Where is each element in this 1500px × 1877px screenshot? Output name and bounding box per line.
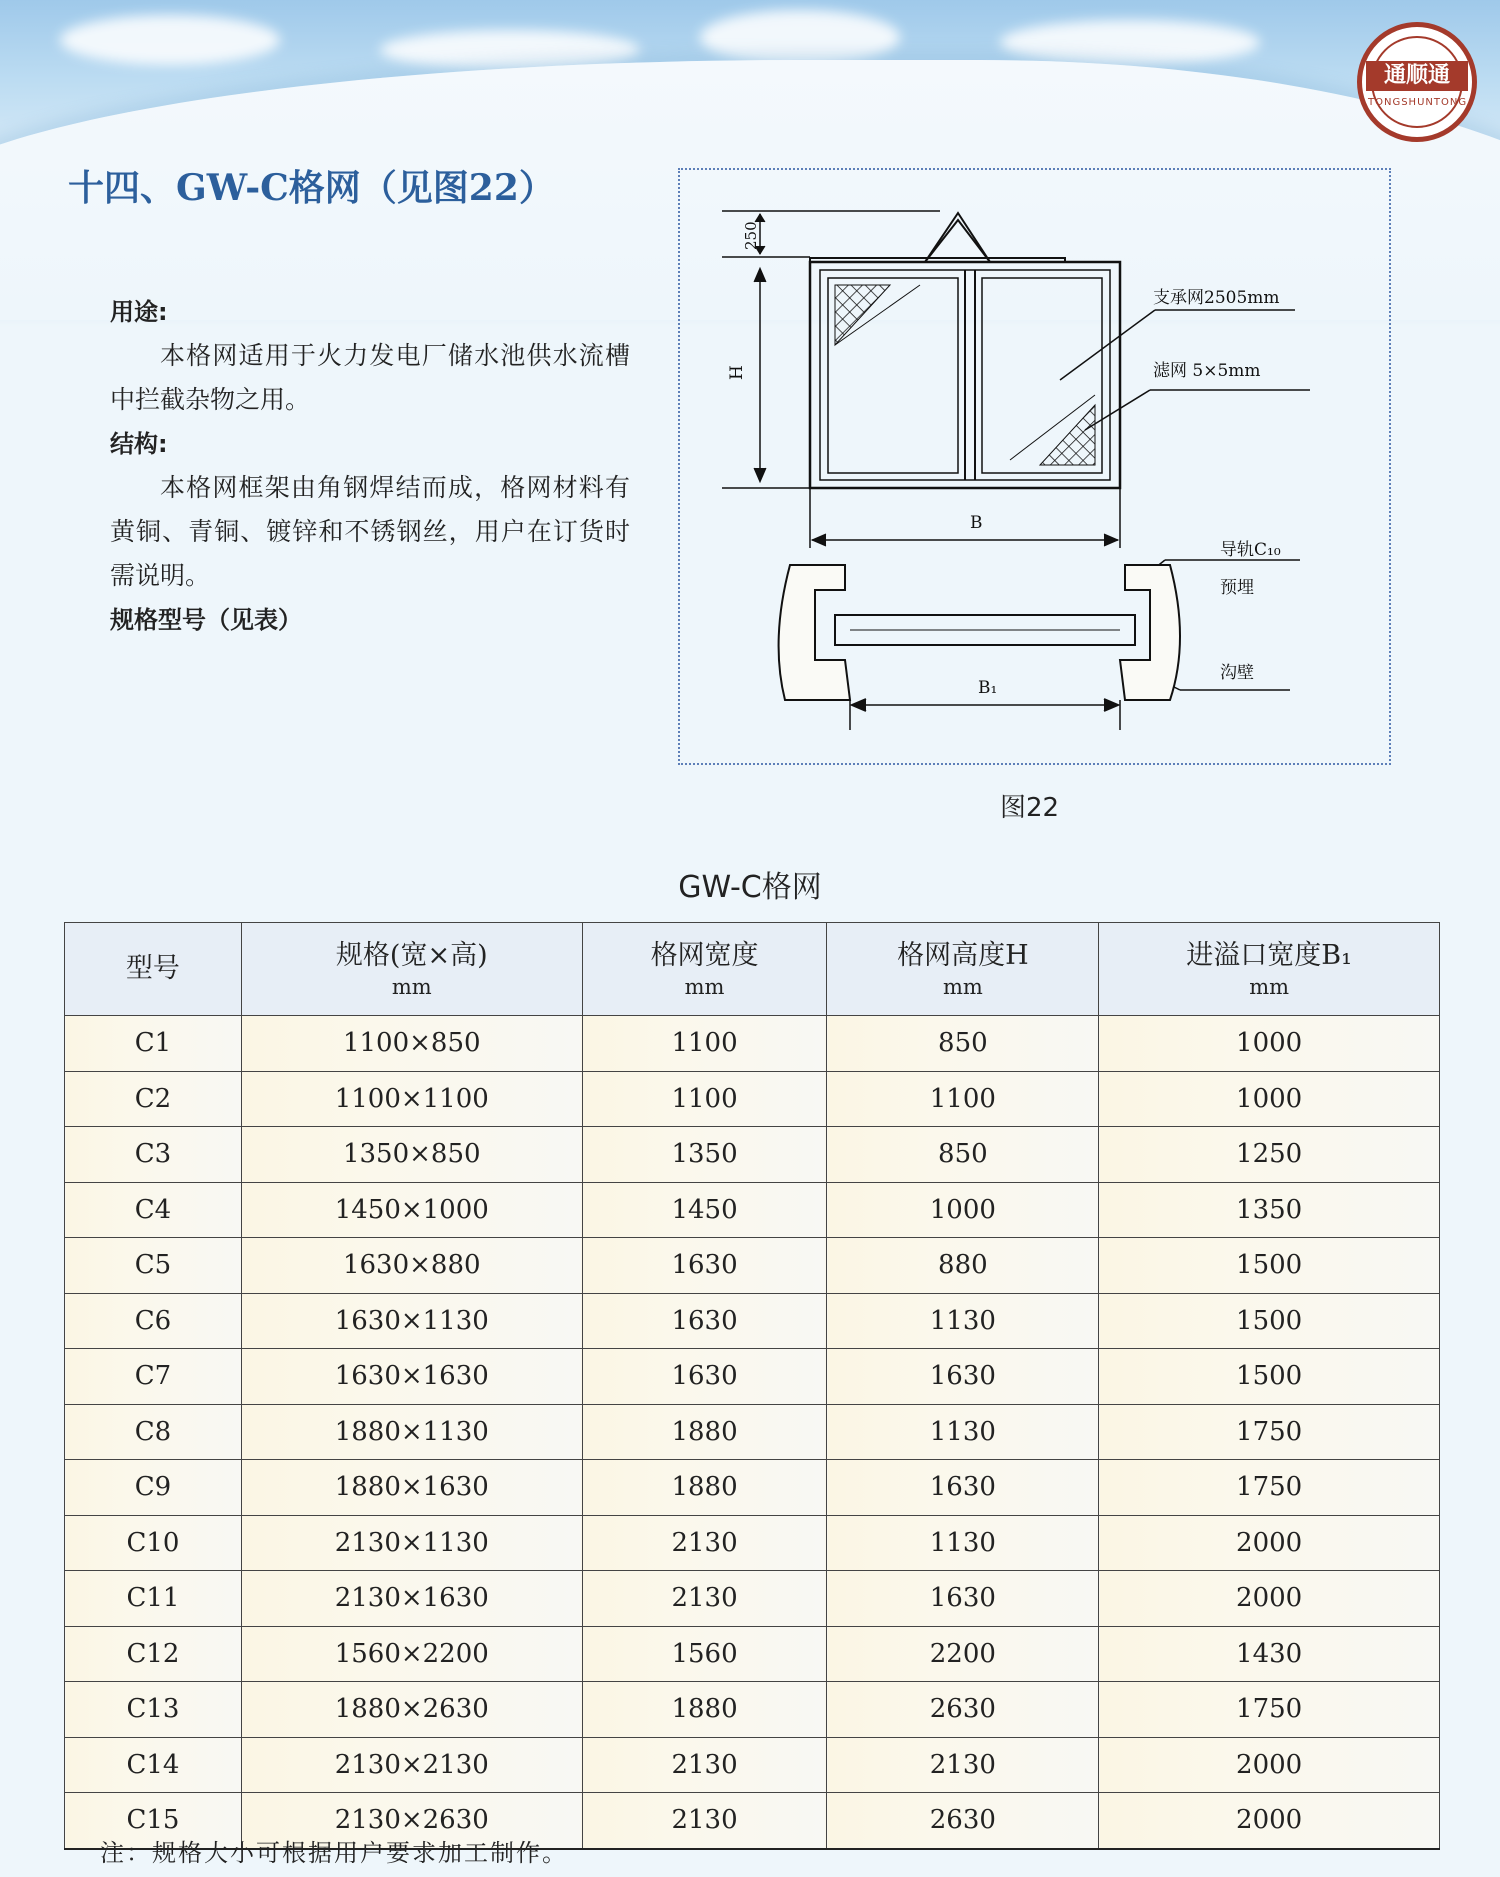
table-cell: 2130 bbox=[582, 1737, 827, 1793]
table-cell: 1100×1100 bbox=[241, 1071, 582, 1127]
table-cell: 1100×850 bbox=[241, 1016, 582, 1072]
table-cell: C8 bbox=[65, 1404, 242, 1460]
table-row bbox=[65, 1515, 1440, 1571]
table-cell: 1880 bbox=[582, 1682, 827, 1738]
table-cell: 1130 bbox=[827, 1515, 1099, 1571]
table-row bbox=[65, 1571, 1440, 1627]
header-spec: 规格(宽×高) mm bbox=[241, 923, 582, 1016]
intro-text bbox=[110, 290, 630, 642]
figure-caption: 图22 bbox=[1000, 793, 1060, 823]
table-cell: 2000 bbox=[1099, 1737, 1440, 1793]
table-cell: 1630 bbox=[827, 1460, 1099, 1516]
table-cell: 2130×1630 bbox=[241, 1571, 582, 1627]
table-cell: 2630 bbox=[827, 1682, 1099, 1738]
plan-view bbox=[779, 565, 1180, 730]
table-row bbox=[65, 1238, 1440, 1294]
table-row bbox=[65, 1293, 1440, 1349]
table-cell: 1750 bbox=[1099, 1460, 1440, 1516]
usage-text: 本格网适用于火力发电厂储水池供水流槽中拦截杂物之用。 bbox=[110, 341, 630, 414]
table-cell: C9 bbox=[65, 1460, 242, 1516]
table-cell: C13 bbox=[65, 1682, 242, 1738]
spec-heading: 规格型号（见表） bbox=[110, 606, 302, 634]
usage-heading: 用途: bbox=[110, 298, 168, 326]
footnote: 注：规格大小可根据用户要求加工制作。 bbox=[100, 1839, 568, 1867]
header-inlet-width: 进溢口宽度B₁ mm bbox=[1099, 923, 1440, 1016]
table-cell: 1430 bbox=[1099, 1626, 1440, 1682]
table-cell: 1450×1000 bbox=[241, 1182, 582, 1238]
table-cell: 1500 bbox=[1099, 1293, 1440, 1349]
structure-text: 本格网框架由角钢焊结而成，格网材料有黄铜、青铜、镀锌和不锈钢丝，用户在订货时需说明。 bbox=[110, 473, 630, 590]
table-cell: 1630 bbox=[827, 1571, 1099, 1627]
table-row bbox=[65, 1349, 1440, 1405]
table-cell: 1630×1630 bbox=[241, 1349, 582, 1405]
table-cell: 2130×1130 bbox=[241, 1515, 582, 1571]
table-row bbox=[65, 1016, 1440, 1072]
label-b1: B₁ bbox=[978, 678, 998, 698]
table-cell: C2 bbox=[65, 1071, 242, 1127]
grid-diagram bbox=[680, 170, 1393, 767]
table-cell: 2130 bbox=[582, 1571, 827, 1627]
label-filter-mesh: 滤网 5×5mm bbox=[1153, 361, 1261, 381]
table-cell: C1 bbox=[65, 1016, 242, 1072]
table-cell: 850 bbox=[827, 1127, 1099, 1183]
dimension-b bbox=[810, 488, 1120, 548]
table-cell: 2130 bbox=[582, 1793, 827, 1849]
table-cell: 1250 bbox=[1099, 1127, 1440, 1183]
table-cell: 1880 bbox=[582, 1404, 827, 1460]
brand-logo bbox=[1357, 22, 1477, 142]
figure-frame bbox=[678, 168, 1391, 765]
table-cell: 1350 bbox=[582, 1127, 827, 1183]
table-cell: C10 bbox=[65, 1515, 242, 1571]
table-cell: 1000 bbox=[827, 1182, 1099, 1238]
table-cell: 1500 bbox=[1099, 1349, 1440, 1405]
table-cell: 1560×2200 bbox=[241, 1626, 582, 1682]
table-row bbox=[65, 1682, 1440, 1738]
table-cell: 1350×850 bbox=[241, 1127, 582, 1183]
table-cell: 2130×2630 bbox=[241, 1793, 582, 1849]
table-cell: C3 bbox=[65, 1127, 242, 1183]
table-cell: 1000 bbox=[1099, 1071, 1440, 1127]
header-width: 格网宽度 mm bbox=[582, 923, 827, 1016]
table-cell: 1750 bbox=[1099, 1682, 1440, 1738]
table-cell: 2000 bbox=[1099, 1793, 1440, 1849]
table-row bbox=[65, 1737, 1440, 1793]
table-cell: 2200 bbox=[827, 1626, 1099, 1682]
header-model: 型号 bbox=[65, 923, 242, 1016]
table-cell: C14 bbox=[65, 1737, 242, 1793]
table-row bbox=[65, 1626, 1440, 1682]
cloud bbox=[60, 15, 280, 65]
dimension-250 bbox=[722, 211, 940, 257]
table-cell: 1350 bbox=[1099, 1182, 1440, 1238]
table-cell: 1630×880 bbox=[241, 1238, 582, 1294]
table-cell: 1880×1130 bbox=[241, 1404, 582, 1460]
table-cell: 1560 bbox=[582, 1626, 827, 1682]
spec-table bbox=[64, 922, 1440, 1850]
table-title: GW-C格网 bbox=[678, 870, 822, 905]
table-cell: 1630×1130 bbox=[241, 1293, 582, 1349]
label-embedded: 预埋 bbox=[1220, 578, 1254, 598]
table-cell: 2000 bbox=[1099, 1571, 1440, 1627]
table-cell: 1630 bbox=[582, 1293, 827, 1349]
table-cell: 850 bbox=[827, 1016, 1099, 1072]
label-h: H bbox=[727, 365, 747, 380]
table-cell: 1100 bbox=[582, 1016, 827, 1072]
structure-heading: 结构: bbox=[110, 430, 168, 458]
table-cell: 1500 bbox=[1099, 1238, 1440, 1294]
table-cell: 1880×2630 bbox=[241, 1682, 582, 1738]
table-cell: 1630 bbox=[827, 1349, 1099, 1405]
dimension-h bbox=[722, 268, 810, 488]
table-cell: 1130 bbox=[827, 1404, 1099, 1460]
table-cell: 1100 bbox=[827, 1071, 1099, 1127]
table-cell: C6 bbox=[65, 1293, 242, 1349]
table-cell: 1000 bbox=[1099, 1016, 1440, 1072]
table-row bbox=[65, 1182, 1440, 1238]
grid-frame bbox=[810, 213, 1120, 488]
table-row bbox=[65, 1404, 1440, 1460]
table-cell: 1130 bbox=[827, 1293, 1099, 1349]
label-b: B bbox=[970, 513, 983, 533]
table-cell: 2000 bbox=[1099, 1515, 1440, 1571]
table-row bbox=[65, 1460, 1440, 1516]
table-cell: 2630 bbox=[827, 1793, 1099, 1849]
table-cell: C15 bbox=[65, 1793, 242, 1849]
table-cell: 1630 bbox=[582, 1349, 827, 1405]
table-cell: 1750 bbox=[1099, 1404, 1440, 1460]
table-cell: 1450 bbox=[582, 1182, 827, 1238]
table-cell: C4 bbox=[65, 1182, 242, 1238]
table-cell: 2130×2130 bbox=[241, 1737, 582, 1793]
label-trench-wall: 沟壁 bbox=[1220, 663, 1254, 683]
table-cell: C11 bbox=[65, 1571, 242, 1627]
table-cell: 1880 bbox=[582, 1460, 827, 1516]
label-250: 250 bbox=[742, 221, 760, 250]
table-cell: C12 bbox=[65, 1626, 242, 1682]
table-row bbox=[65, 1071, 1440, 1127]
table-cell: 1100 bbox=[582, 1071, 827, 1127]
table-cell: 880 bbox=[827, 1238, 1099, 1294]
table-cell: C5 bbox=[65, 1238, 242, 1294]
table-cell: 1880×1630 bbox=[241, 1460, 582, 1516]
table-cell: 2130 bbox=[827, 1737, 1099, 1793]
table-cell: C7 bbox=[65, 1349, 242, 1405]
header-height: 格网高度H mm bbox=[827, 923, 1099, 1016]
cloud bbox=[1000, 20, 1260, 65]
label-rail: 导轨C₁₀ bbox=[1220, 540, 1281, 560]
table-header-row bbox=[65, 923, 1440, 1016]
logo-text: 通顺通 bbox=[1366, 61, 1468, 91]
table-cell: 1630 bbox=[582, 1238, 827, 1294]
section-title: 十四、GW-C格网（见图22） bbox=[68, 167, 555, 209]
table-row bbox=[65, 1127, 1440, 1183]
cloud bbox=[700, 10, 900, 65]
label-support-mesh: 支承网2505mm bbox=[1153, 288, 1280, 308]
logo-subtext: TONGSHUNTONG bbox=[1368, 97, 1468, 108]
table-cell: 2130 bbox=[582, 1515, 827, 1571]
